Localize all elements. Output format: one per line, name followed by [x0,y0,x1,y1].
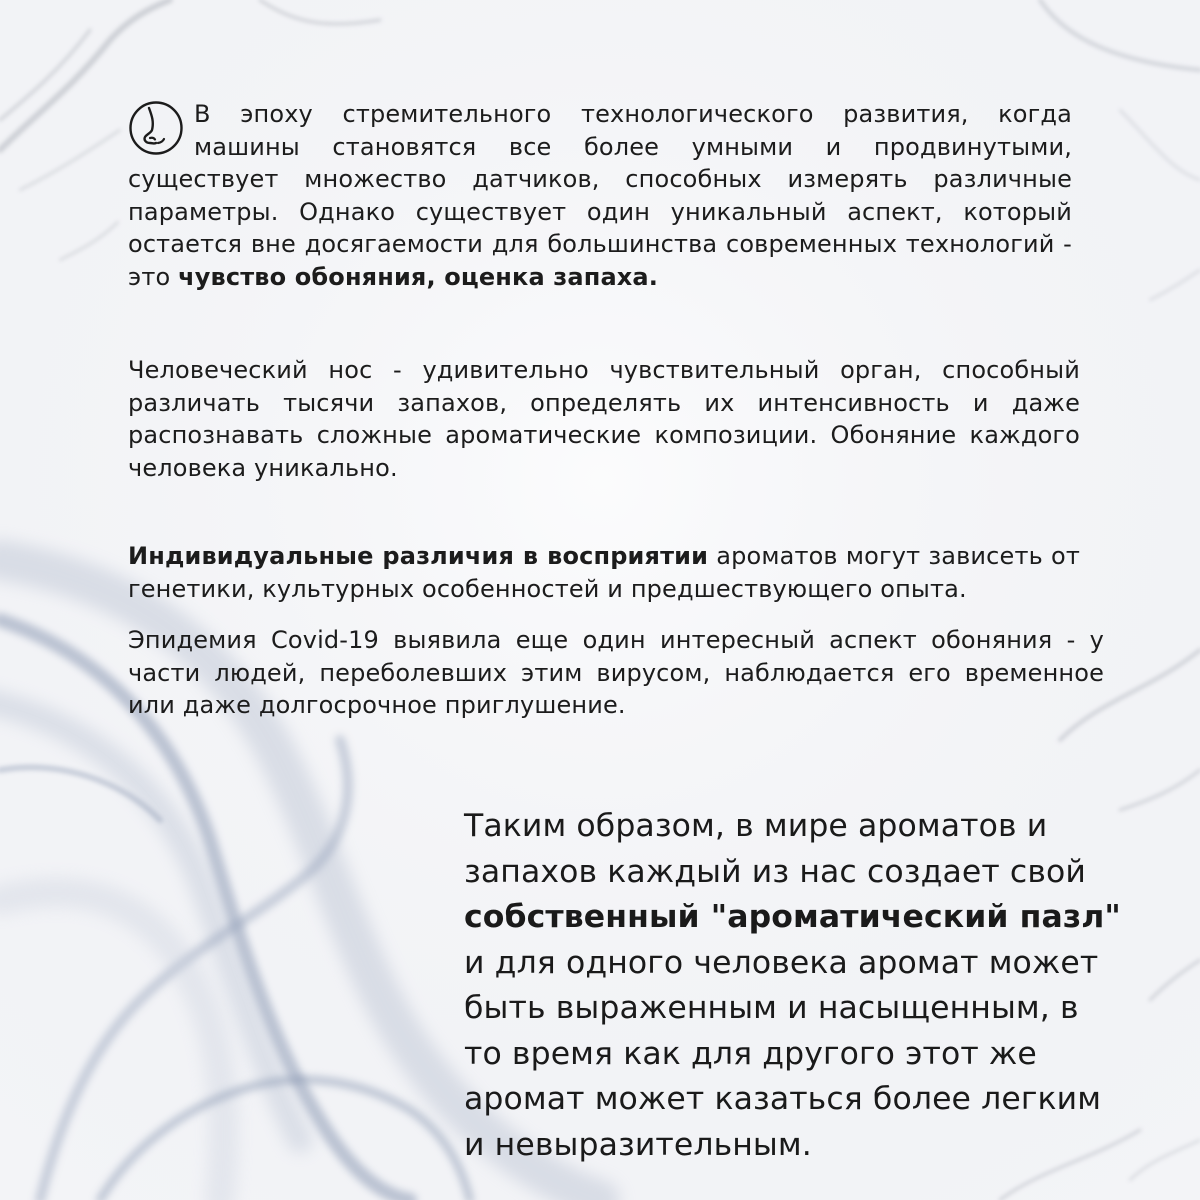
nose-paragraph [128,354,1080,484]
closing-text-after: и для одного человека аромат может быть выраженным и насыщенным, в то время как для другого этот же аромат может казаться более легким и невыразительным. [464,944,1102,1163]
intro-paragraph [128,98,1072,294]
differences-emphasis: Индивидуальные различия в восприятии [128,542,709,570]
intro-emphasis: чувство обоняния, оценка запаха. [178,262,659,291]
differences-text: ароматов могут зависеть от генетики, культурных особенностей и предшествующего опыта. [128,542,1081,603]
covid-text: Эпидемия Covid-19 выявила еще один интересный аспект обоняния - у части людей, переболевших этим вирусом, наблюдается его временное или даже долгосрочное приглушение. [128,626,1104,720]
intro-text: В эпоху стремительного технологического развития, когда машины становятся все более умными и продвинутыми, существует множество датчиков, способных измерять различные параметры. Однако существует один уникальный аспект, который остается вне досягаемости для большинства современных технологий - это [128,100,1072,291]
closing-paragraph [464,804,1124,1168]
closing-text-before: Таким образом, в мире ароматов и запахов каждый из нас создает свой [464,808,1086,890]
nose-icon [128,100,184,162]
covid-paragraph [128,624,1104,722]
nose-text: Человеческий нос - удивительно чувствительный орган, способный различать тысячи запахов, определять их интенсивность и даже распознавать сложные ароматические композиции. Обоняние каждого человека уникально. [128,356,1080,482]
closing-emphasis: собственный "ароматический пазл" [464,899,1121,935]
differences-paragraph [128,540,1080,605]
